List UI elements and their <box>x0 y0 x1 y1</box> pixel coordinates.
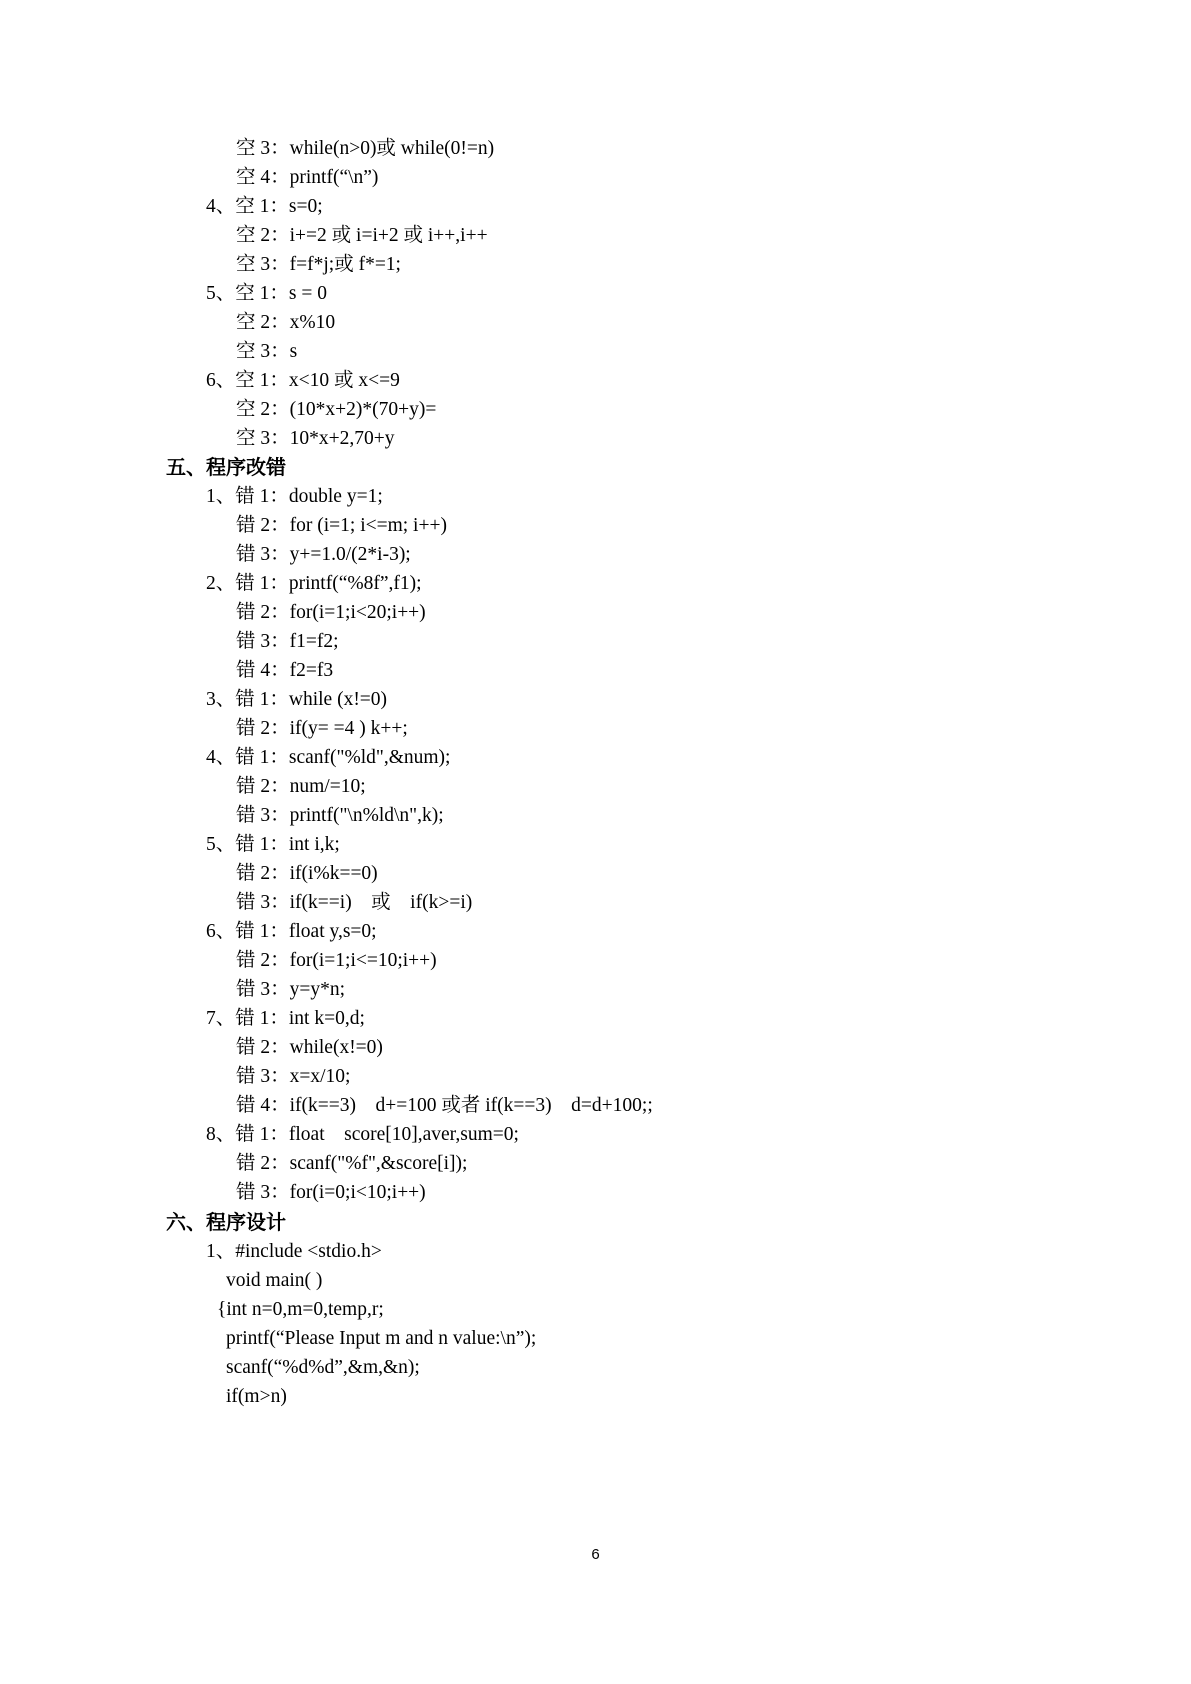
answer-line: 错 3：for(i=0;i<10;i++) <box>236 1182 426 1203</box>
code-line: 1、#include <stdio.h> <box>206 1241 382 1262</box>
section-heading: 五、程序改错 <box>166 457 286 479</box>
answer-line: 空 2：x%10 <box>236 312 336 333</box>
answer-line: 错 2：num/=10; <box>236 776 366 797</box>
answer-line: 空 3：s <box>236 341 298 362</box>
answer-line: 空 2：i+=2 或 i=i+2 或 i++,i++ <box>236 225 488 246</box>
page-number: 6 <box>591 1546 600 1563</box>
code-line: printf(“Please Input m and n value:\n”); <box>226 1328 537 1349</box>
section-heading: 六、程序设计 <box>166 1212 286 1234</box>
answer-line: 空 4：printf(“\n”) <box>236 167 379 188</box>
answer-line: 错 3：printf("\n%ld\n",k); <box>236 805 444 826</box>
answer-line: 7、错 1：int k=0,d; <box>206 1008 365 1029</box>
answer-line: 错 2：for(i=1;i<20;i++) <box>236 602 426 623</box>
answer-line: 8、错 1：float score[10],aver,sum=0; <box>206 1124 519 1145</box>
answer-line: 3、错 1：while (x!=0) <box>206 689 388 710</box>
answer-line: 空 3：while(n>0)或 while(0!=n) <box>236 138 495 159</box>
answer-line: 4、空 1：s=0; <box>206 196 323 217</box>
answer-line: 错 2：for(i=1;i<=10;i++) <box>236 950 437 971</box>
answer-line: 错 3：x=x/10; <box>236 1066 351 1087</box>
answer-line: 1、错 1：double y=1; <box>206 486 383 507</box>
answer-line: 错 4：f2=f3 <box>236 660 334 681</box>
answer-line: 空 3：f=f*j;或 f*=1; <box>236 254 401 275</box>
answer-line: 错 2：if(y= =4 ) k++; <box>236 718 408 739</box>
answer-line: 6、空 1：x<10 或 x<=9 <box>206 370 400 391</box>
answer-line: 空 2：(10*x+2)*(70+y)= <box>236 399 437 420</box>
answer-line: 5、空 1：s = 0 <box>206 283 327 304</box>
answer-line: 错 3：y=y*n; <box>236 979 346 1000</box>
answer-line: 错 3：y+=1.0/(2*i-3); <box>236 544 411 565</box>
answer-line: 错 2：while(x!=0) <box>236 1037 383 1058</box>
code-line: scanf(“%d%d”,&m,&n); <box>226 1357 420 1378</box>
answer-line: 6、错 1：float y,s=0; <box>206 921 377 942</box>
answer-line: 空 3：10*x+2,70+y <box>236 428 395 449</box>
answer-line: 2、错 1：printf(“%8f”,f1); <box>206 573 422 594</box>
answer-line: 错 2：if(i%k==0) <box>236 863 378 884</box>
code-line: {int n=0,m=0,temp,r; <box>217 1299 384 1320</box>
code-line: if(m>n) <box>226 1386 287 1407</box>
answer-line: 4、错 1：scanf("%ld",&num); <box>206 747 451 768</box>
answer-line: 错 3：f1=f2; <box>236 631 339 652</box>
answer-line: 错 2：scanf("%f",&score[i]); <box>236 1153 468 1174</box>
answer-line: 错 4：if(k==3) d+=100 或者 if(k==3) d=d+100;; <box>236 1095 653 1116</box>
code-line: void main( ) <box>226 1270 323 1291</box>
answer-line: 错 3：if(k==i) 或 if(k>=i) <box>236 892 473 913</box>
answer-line: 错 2：for (i=1; i<=m; i++) <box>236 515 447 536</box>
answer-line: 5、错 1：int i,k; <box>206 834 340 855</box>
